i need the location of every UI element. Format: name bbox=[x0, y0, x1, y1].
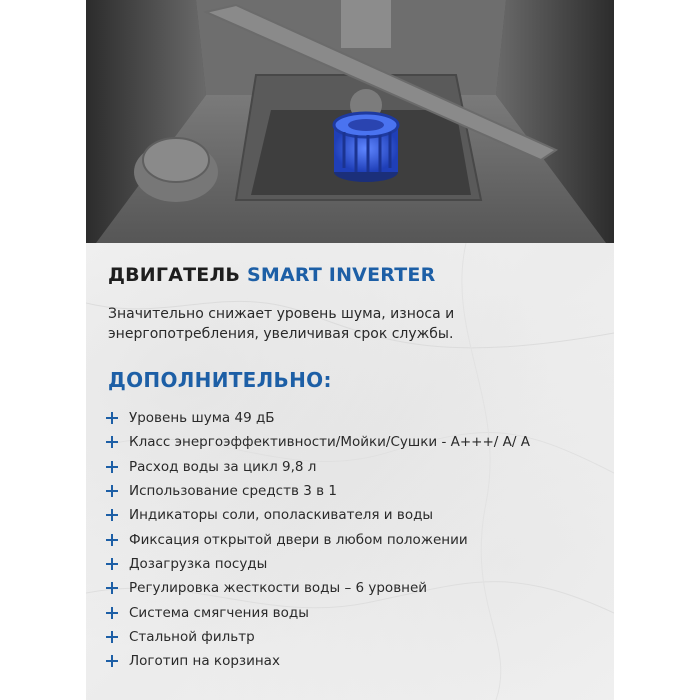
list-item bbox=[106, 503, 606, 527]
list-item bbox=[106, 527, 606, 551]
feature-text: Система смягчения воды bbox=[129, 604, 309, 621]
plus-icon bbox=[106, 655, 118, 667]
list-item bbox=[106, 479, 606, 503]
plus-icon bbox=[106, 607, 118, 619]
plus-icon bbox=[106, 509, 118, 521]
plus-icon bbox=[106, 631, 118, 643]
feature-text: Фиксация открытой двери в любом положении bbox=[129, 531, 468, 548]
plus-icon bbox=[106, 436, 118, 448]
motor-heading bbox=[108, 264, 435, 286]
feature-text: Индикаторы соли, ополаскивателя и воды bbox=[129, 507, 434, 524]
list-item bbox=[106, 455, 606, 479]
feature-text: Регулировка жесткости воды – 6 уровней bbox=[129, 580, 428, 597]
plus-icon bbox=[106, 534, 118, 546]
motor-heading-accent: SMART INVERTER bbox=[246, 264, 436, 286]
plus-icon bbox=[106, 461, 118, 473]
feature-text: Дозагрузка посуды bbox=[129, 555, 268, 572]
list-item bbox=[106, 600, 606, 624]
feature-text: Уровень шума 49 дБ bbox=[129, 410, 275, 427]
feature-text: Класс энергоэффективности/Мойки/Сушки - А+++/ А/ А bbox=[129, 434, 530, 451]
list-item bbox=[106, 406, 606, 430]
dishwasher-interior-photo bbox=[86, 0, 614, 243]
feature-list bbox=[106, 406, 606, 673]
plus-icon bbox=[106, 485, 118, 497]
plus-icon bbox=[106, 412, 118, 424]
feature-text: Стальной фильтр bbox=[129, 628, 255, 645]
feature-text: Логотип на корзинах bbox=[129, 653, 280, 670]
plus-icon bbox=[106, 558, 118, 570]
motor-description: Значительно снижает уровень шума, износа и энергопотребления, увеличивая срок службы. bbox=[108, 306, 455, 342]
list-item bbox=[106, 625, 606, 649]
plus-icon bbox=[106, 582, 118, 594]
extra-features-title: ДОПОЛНИТЕЛЬНО: bbox=[108, 368, 332, 392]
feature-text: Использование средств 3 в 1 bbox=[129, 483, 337, 500]
list-item bbox=[106, 430, 606, 454]
list-item bbox=[106, 576, 606, 600]
list-item bbox=[106, 649, 606, 673]
feature-text: Расход воды за цикл 9,8 л bbox=[129, 458, 317, 475]
motor-heading-prefix: ДВИГАТЕЛЬ bbox=[108, 264, 241, 286]
list-item bbox=[106, 552, 606, 576]
feature-panel bbox=[86, 243, 614, 700]
